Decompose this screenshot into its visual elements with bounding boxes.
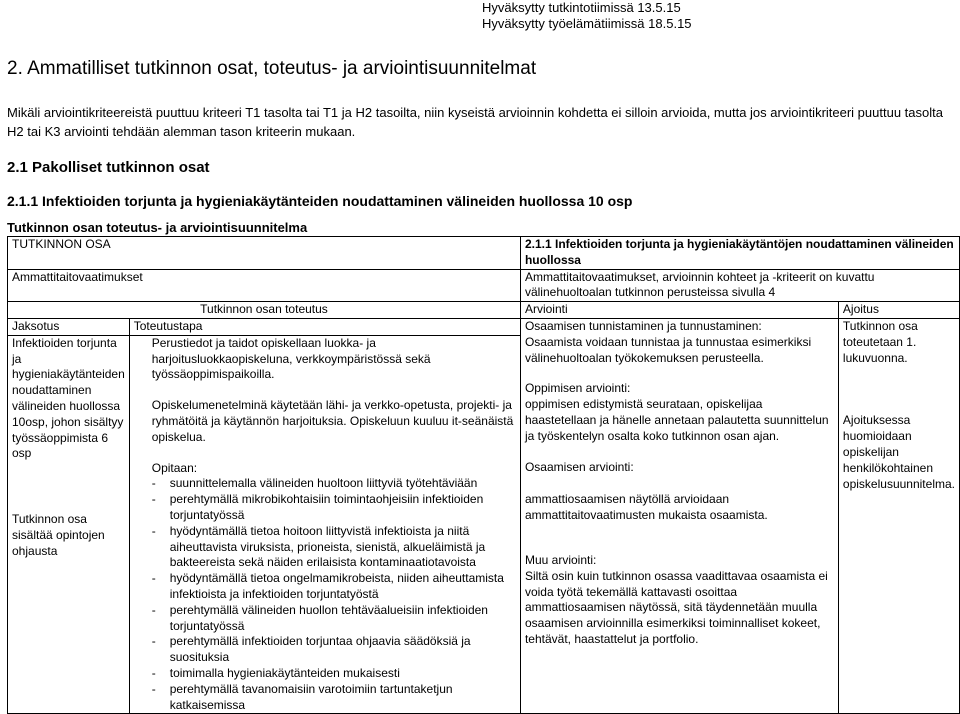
jaksotus-cell bbox=[8, 335, 130, 714]
arviointi-p2a: Oppimisen arviointi: bbox=[524, 381, 631, 396]
approval-committee: Hyväksytty tutkintotiimissä 13.5.15 bbox=[482, 0, 681, 15]
arviointi-p2b: oppimisen edistymistä seurataan, opiskelijaa haastetellaan ja hänelle annetaan palautetta suunnittelun ja työskentelyn osalta koko tutkinnon osan ajan. bbox=[524, 397, 829, 443]
plan-table bbox=[7, 236, 960, 714]
row-label-tutkinnon-osa: TUTKINNON OSA bbox=[8, 237, 521, 270]
header-toteutus: Tutkinnon osan toteutus bbox=[8, 302, 521, 319]
arviointi-p5a: Muu arviointi: bbox=[524, 552, 597, 567]
row-label-ammattitaitovaatimukset: Ammattitaitovaatimukset bbox=[8, 269, 521, 302]
list-item: - perehtymällä tavanomaisiin varotoimiin tartuntaketjun katkaisemissa bbox=[152, 682, 516, 714]
toteutustapa-list bbox=[152, 476, 516, 713]
ajoitus-cell bbox=[838, 318, 959, 713]
arviointi-p4: ammattiosaamisen näytöllä arvioidaan ammattitaitovaatimusten mukaista osaamista. bbox=[524, 492, 768, 523]
header-toteutustapa: Toteutustapa bbox=[129, 318, 520, 335]
table-row bbox=[8, 237, 960, 270]
arviointi-p3: Osaamisen arviointi: bbox=[524, 459, 634, 474]
list-item: - toimimalla hygieniakäytänteiden mukaisesti bbox=[152, 666, 516, 682]
intro-paragraph: Mikäli arviointikriteereistä puuttuu kriteeri T1 tasolta tai T1 ja H2 tasoilta, niin kyseistä arvioinnin kohdetta ei silloin arvioida, mutta jos arviointikriteeri puuttuu tasolta H2 tai K3 arviointi tehdään alemman tason kriteerin mukaan. bbox=[7, 105, 943, 139]
arviointi-p1b: Osaamista voidaan tunnistaa ja tunnustaa esimerkiksi välinehuoltoalan työkokemuksen perusteella. bbox=[524, 334, 812, 365]
toteutustapa-p3: Opitaan: bbox=[151, 460, 198, 475]
header-jaksotus: Jaksotus bbox=[8, 318, 130, 335]
header-ajoitus: Ajoitus bbox=[838, 302, 959, 319]
table-row bbox=[8, 269, 960, 302]
toteutustapa-p1: Perustiedot ja taidot opiskellaan luokka- ja harjoitusluokkaopiskeluna, verkkoympäristössä sekä työssäoppimispaikoilla. bbox=[151, 335, 431, 382]
list-item: - hyödyntämällä tietoa ongelmamikrobeista, niiden aiheuttamista infektioista ja infektioiden torjuntatyöstä bbox=[152, 571, 516, 603]
table-row bbox=[8, 318, 960, 335]
section-heading: 2.1 Pakolliset tutkinnon osat bbox=[7, 159, 210, 176]
list-item: - hyödyntämällä tietoa hoitoon liittyvistä infektioista ja niitä aiheuttavista viruksista, prioneista, sienistä, alkueläimistä ja bakteereista sekä näiden erilaisista kontaminaatiotavoista bbox=[152, 524, 516, 571]
table-caption: Tutkinnon osan toteutus- ja arviointisuunnitelma bbox=[7, 220, 308, 235]
list-item: - perehtymällä välineiden huollon tehtäväalueisiin infektioiden torjuntatyössä bbox=[152, 603, 516, 635]
jaksotus-p1: Infektioiden torjunta ja hygieniakäytänteiden noudattaminen välineiden huollossa 10osp, johon sisältyy työssäoppimista 6 osp bbox=[12, 335, 125, 461]
row-value-ammattitaitovaatimukset: Ammattitaitovaatimukset, arvioinnin kohteet ja -kriteerit on kuvattu välinehuoltoalan tutkinnon perusteissa sivulla 4 bbox=[520, 269, 959, 302]
approval-notes bbox=[482, 0, 692, 32]
arviointi-p5b: Siltä osin kuin tutkinnon osassa vaadittavaa osaamista ei voida työtä tekemällä kattavasti osoittaa ammattiosaamisen näytössä, sitä täydennetään muulla osaamisen arvioinnilla esimerkiksi toiminnalliset kokeet, tehtävät, haastattelut ja portfolio. bbox=[524, 568, 828, 646]
ajoitus-p1: Tutkinnon osa toteutetaan 1. lukuvuonna. bbox=[842, 318, 918, 365]
approval-worklife: Hyväksytty työelämätiimissä 18.5.15 bbox=[482, 16, 692, 31]
jaksotus-p2: Tutkinnon osa sisältää opintojen ohjausta bbox=[12, 512, 105, 558]
list-item: - perehtymällä mikrobikohtaisiin toimintaohjeisiin infektioiden torjuntatyössä bbox=[152, 492, 516, 524]
toteutustapa-cell bbox=[129, 335, 520, 714]
document-title: 2. Ammatilliset tutkinnon osat, toteutus- ja arviointisuunnitelmat bbox=[7, 58, 537, 79]
subsection-heading: 2.1.1 Infektioiden torjunta ja hygieniakäytänteiden noudattaminen välineiden huollossa 10 osp bbox=[7, 193, 633, 209]
row-value-tutkinnon-osa: 2.1.1 Infektioiden torjunta ja hygieniakäytäntöjen noudattaminen välineiden huollossa bbox=[520, 237, 959, 270]
list-item: - perehtymällä infektioiden torjuntaa ohjaavia säädöksiä ja suosituksia bbox=[152, 634, 516, 666]
toteutustapa-p2: Opiskelumenetelminä käytetään lähi- ja verkko-opetusta, projekti- ja ryhmätöitä ja käytännön harjoituksia. Opiskeluun kuuluu it-seänäistä opiskelua. bbox=[151, 398, 514, 444]
table-row bbox=[8, 302, 960, 319]
header-arviointi: Arviointi bbox=[520, 302, 838, 319]
arviointi-cell bbox=[520, 318, 838, 713]
ajoitus-p2: Ajoituksessa huomioidaan opiskelijan henkilökohtainen opiskelusuunnitelma. bbox=[842, 413, 955, 491]
arviointi-p1a: Osaamisen tunnistaminen ja tunnustaminen: bbox=[524, 318, 762, 333]
list-item: - suunnittelemalla välineiden huoltoon liittyviä työtehtäviään bbox=[152, 476, 516, 492]
